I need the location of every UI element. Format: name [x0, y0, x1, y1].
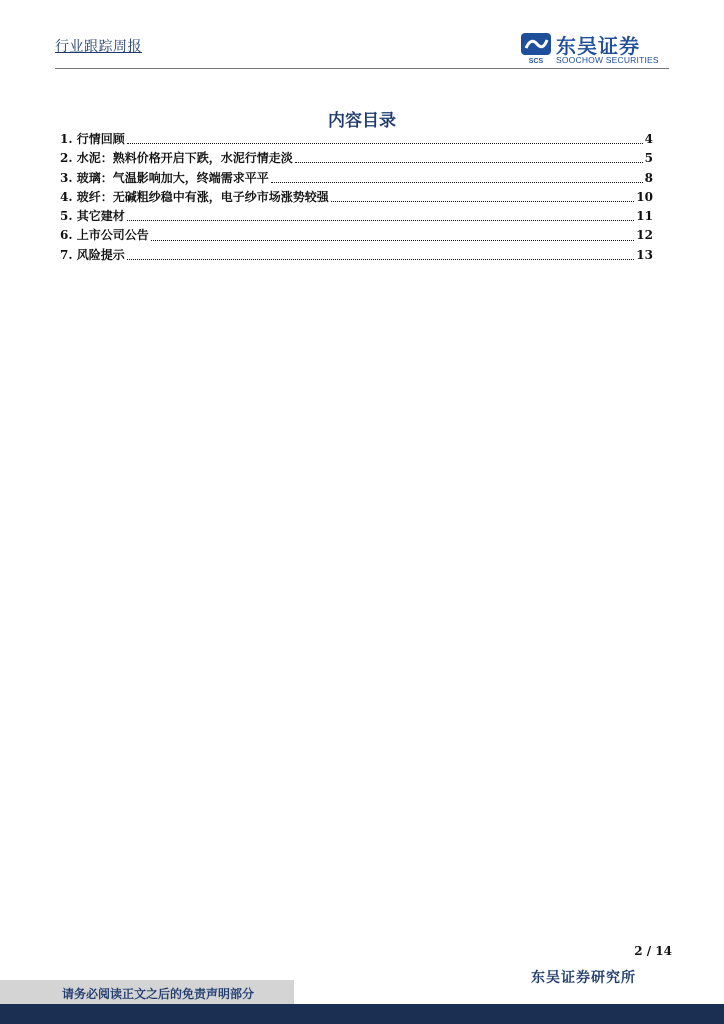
toc-item-label: 4. 玻纤：无碱粗纱稳中有涨，电子纱市场涨势较强 — [60, 189, 329, 204]
toc-item-page: 5 — [644, 151, 653, 166]
toc-item-page: 8 — [644, 170, 653, 185]
toc-title: 内容目录 — [328, 111, 396, 131]
toc-leader-dots — [331, 201, 635, 202]
toc-item[interactable] — [60, 207, 653, 226]
institute-name: 东吴证券研究所 — [531, 970, 636, 986]
toc-item[interactable] — [60, 130, 653, 149]
toc-item[interactable] — [60, 246, 653, 265]
toc-leader-dots — [295, 162, 643, 163]
toc-item[interactable] — [60, 149, 653, 168]
toc-item-label: 2. 水泥：熟料价格开启下跌，水泥行情走淡 — [60, 151, 293, 166]
toc-item[interactable] — [60, 188, 653, 207]
toc-item-label: 6. 上市公司公告 — [60, 228, 149, 243]
footer-bar — [0, 1004, 724, 1024]
toc-item[interactable] — [60, 226, 653, 245]
toc-item-page: 10 — [636, 189, 653, 204]
toc-item-page: 13 — [636, 247, 653, 262]
toc-leader-dots — [271, 182, 643, 183]
toc-item[interactable] — [60, 169, 653, 188]
toc-item-label: 7. 风险提示 — [60, 247, 125, 262]
brand-abbr: SCS — [528, 58, 544, 64]
toc-item-label: 1. 行情回顾 — [60, 132, 125, 146]
table-of-contents — [60, 130, 653, 265]
toc-item-page: 12 — [636, 228, 653, 243]
disclaimer-box — [0, 980, 294, 1004]
toc-leader-dots — [127, 143, 643, 144]
toc-leader-dots — [127, 220, 635, 221]
header-divider — [55, 68, 669, 69]
toc-item-label: 5. 其它建材 — [60, 209, 125, 224]
brand-name-en: SOOCHOW SECURITIES — [556, 55, 659, 65]
brand-name-cn: 东吴证券 — [556, 34, 640, 58]
toc-item-page: 4 — [644, 132, 653, 146]
report-type-label: 行业跟踪周报 — [55, 39, 142, 55]
soochow-logo-icon — [520, 32, 552, 64]
toc-leader-dots — [127, 259, 635, 260]
brand-logo — [520, 30, 670, 68]
page-indicator: 2 / 14 — [634, 944, 672, 958]
toc-item-page: 11 — [636, 209, 653, 224]
toc-leader-dots — [151, 240, 635, 241]
toc-item-label: 3. 玻璃：气温影响加大，终端需求平平 — [60, 170, 269, 185]
disclaimer-text: 请务必阅读正文之后的免责声明部分 — [62, 987, 255, 1001]
